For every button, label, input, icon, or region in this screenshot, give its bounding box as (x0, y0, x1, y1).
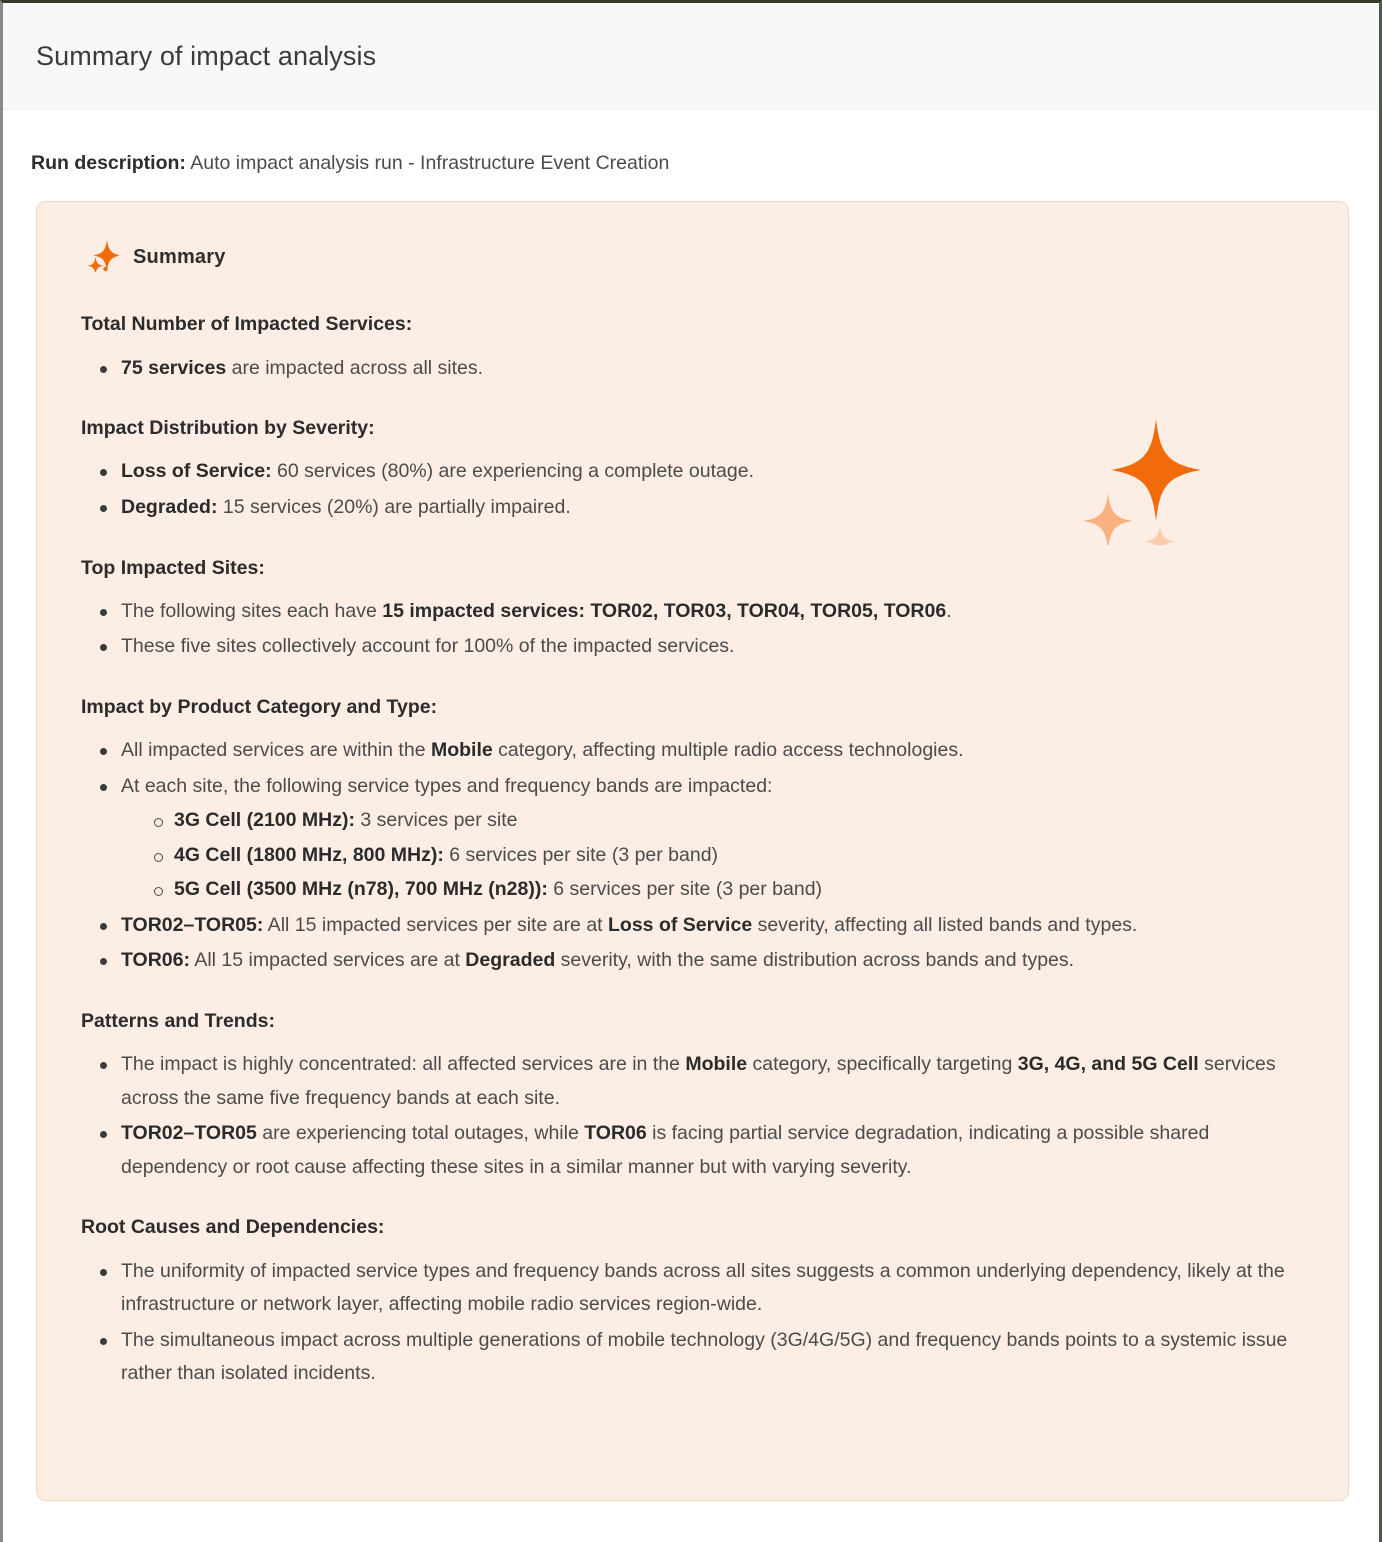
list-item-text: TOR06: All 15 impacted services are at Degraded severity, with the same distribution across bands and types. (121, 949, 1075, 972)
nested-list-item: 5G Cell (3500 MHz (n78), 700 MHz (n28)): 6 services per site (3 per band) (174, 872, 1314, 907)
list-item (121, 491, 1314, 525)
list-item (121, 909, 1314, 943)
summary-sections (59, 311, 1314, 1390)
section-bullet-list (59, 1255, 1314, 1391)
run-description (3, 110, 1379, 177)
list-item (121, 630, 1314, 664)
summary-card (36, 201, 1349, 1501)
summary-label: Summary (133, 246, 226, 269)
list-item-text: All impacted services are within the Mobile category, affecting multiple radio access technologies. (121, 739, 964, 762)
list-item-text: The uniformity of impacted service types and frequency bands across all sites suggests a common underlying dependency, likely at the infrastructure or network layer, affecting mobile radio services region-wide. (121, 1259, 1285, 1316)
list-item (121, 1255, 1314, 1322)
nested-bullet-list (121, 803, 1314, 907)
section-heading: Top Impacted Sites: (81, 556, 265, 579)
summary-section (59, 415, 1314, 524)
section-bullet-list (59, 734, 1314, 978)
list-item-text: The impact is highly concentrated: all affected services are in the Mobile category, specifically targeting 3G, 4G, and 5G Cell services across the same five frequency bands at each site. (121, 1053, 1276, 1109)
list-item (121, 1324, 1314, 1391)
summary-section (59, 1214, 1314, 1390)
list-item-text: TOR02–TOR05 are experiencing total outages, while TOR06 is facing partial service degradation, indicating a possible shared dependency or root cause affecting these sites in a similar manner but with varying severity. (121, 1122, 1210, 1178)
run-description-value: Auto impact analysis run - Infrastructure Event Creation (185, 152, 670, 174)
list-item (121, 595, 1314, 629)
nested-list-item: 4G Cell (1800 MHz, 800 MHz): 6 services per site (3 per band) (174, 838, 1314, 873)
section-bullet-list (59, 455, 1314, 524)
list-item (121, 734, 1314, 768)
list-item-text: 75 services are impacted across all sites. (121, 356, 484, 379)
summary-section (59, 1008, 1314, 1184)
section-bullet-list (59, 352, 1314, 386)
sparkle-icon (87, 238, 119, 277)
section-bullet-list (59, 595, 1314, 664)
list-item (121, 944, 1314, 978)
run-description-label: Run description: (31, 152, 186, 174)
page-title: Summary of impact analysis (36, 40, 377, 71)
summary-section (59, 555, 1314, 664)
list-item-text: At each site, the following service types and frequency bands are impacted: (121, 774, 773, 797)
panel-header (3, 3, 1379, 110)
section-heading: Total Number of Impacted Services: (81, 313, 413, 336)
summary-section (59, 311, 1314, 385)
section-bullet-list (59, 1048, 1314, 1184)
list-item-text: These five sites collectively account for 100% of the impacted services. (121, 635, 735, 658)
list-item (121, 455, 1314, 489)
list-item-text: TOR02–TOR05: All 15 impacted services per site are at Loss of Service severity, affecting all listed bands and types. (121, 913, 1138, 936)
nested-list-item: 3G Cell (2100 MHz): 3 services per site (174, 803, 1314, 838)
list-item-text: The following sites each have 15 impacted services: TOR02, TOR03, TOR04, TOR05, TOR06. (121, 599, 952, 622)
list-item (121, 352, 1314, 386)
summary-header (59, 238, 1314, 277)
list-item-text: Loss of Service: 60 services (80%) are experiencing a complete outage. (121, 460, 754, 483)
list-item (121, 1117, 1314, 1184)
summary-section (59, 694, 1314, 978)
list-item (121, 770, 1314, 907)
section-heading: Patterns and Trends: (81, 1009, 275, 1032)
list-item-text: The simultaneous impact across multiple generations of mobile technology (3G/4G/5G) and frequency bands points to a systemic issue rather than isolated incidents. (121, 1328, 1288, 1385)
list-item-text: Degraded: 15 services (20%) are partially impaired. (121, 495, 571, 518)
section-heading: Impact Distribution by Severity: (81, 417, 375, 440)
section-heading: Impact by Product Category and Type: (81, 695, 438, 718)
list-item (121, 1048, 1314, 1115)
section-heading: Root Causes and Dependencies: (81, 1216, 385, 1239)
